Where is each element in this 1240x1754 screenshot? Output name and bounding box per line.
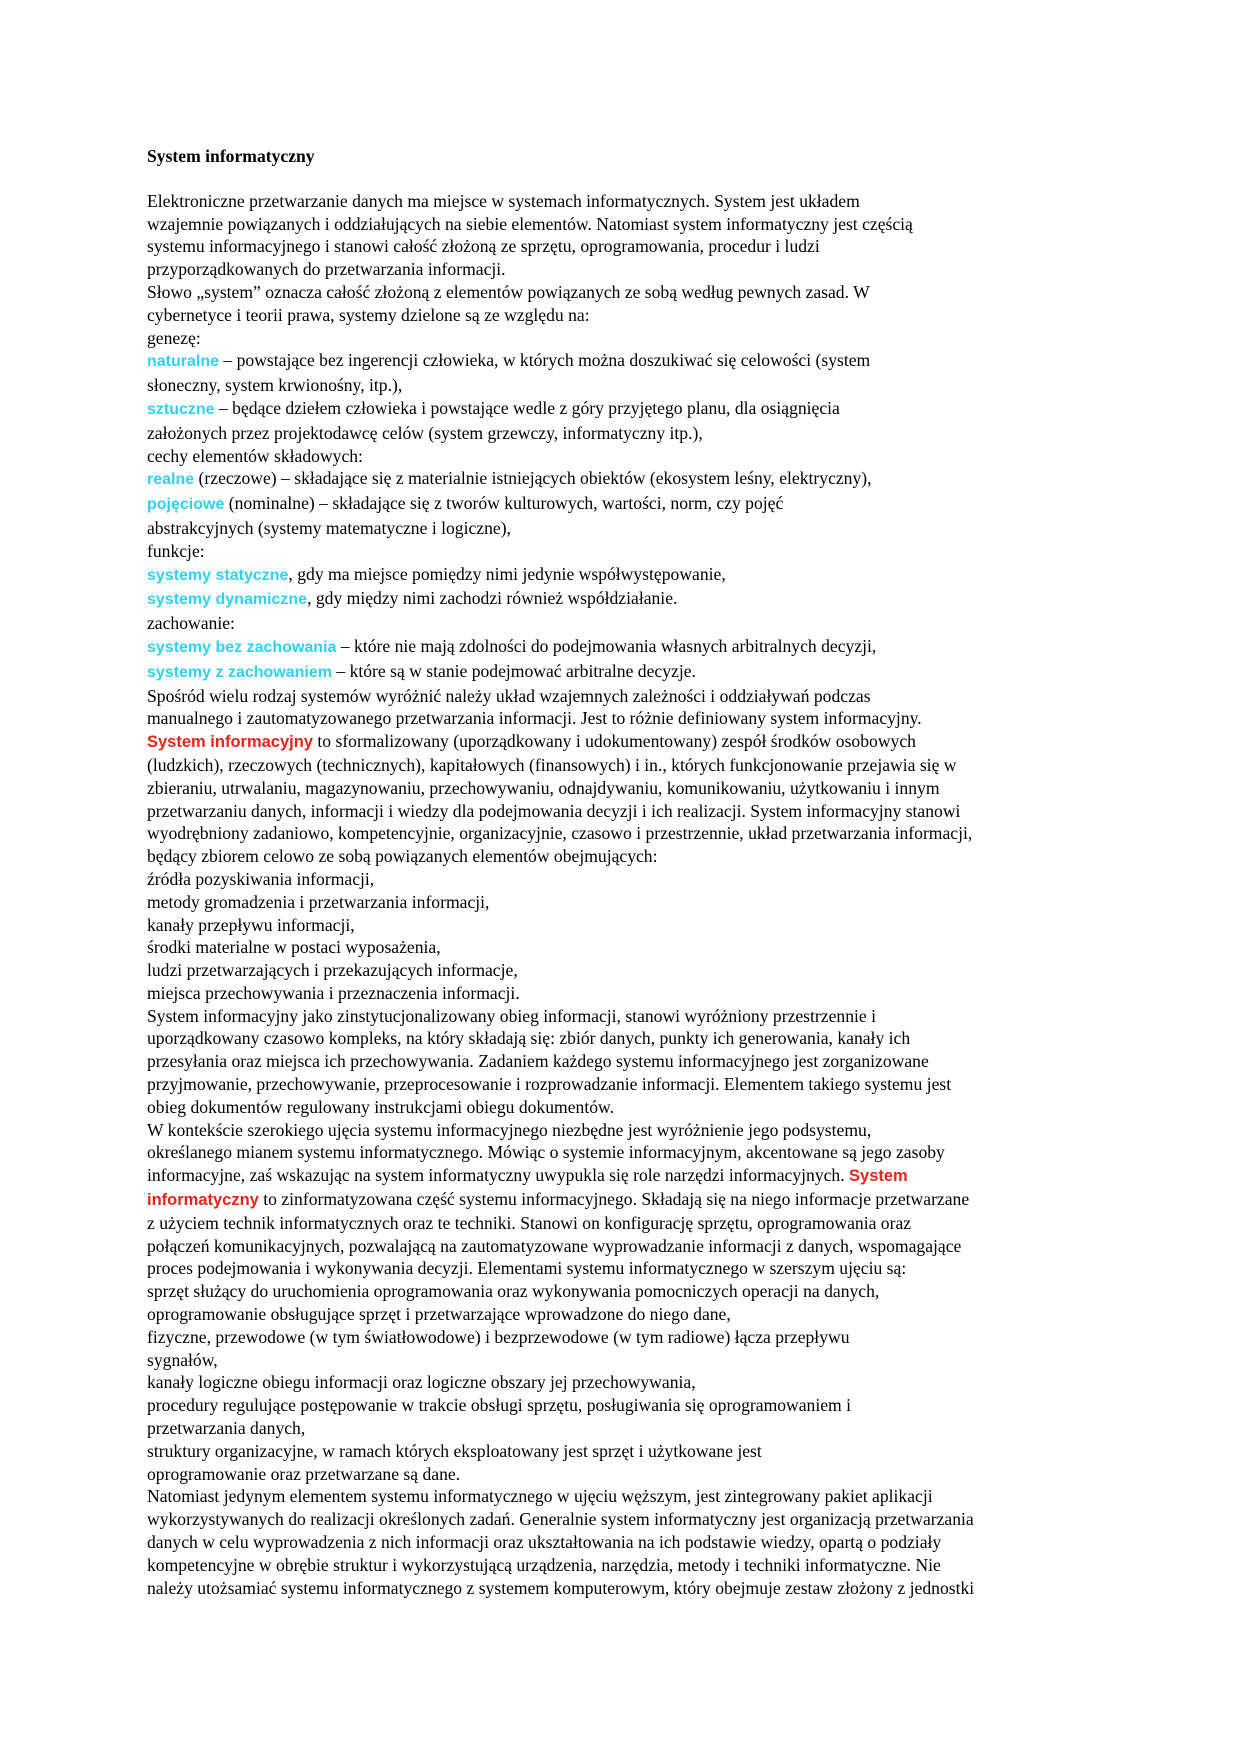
text-run: określanego mianem systemu informatycznego. Mówiąc o systemie informacyjnym, akcentowane są jego zasoby	[147, 1142, 945, 1163]
text-line	[147, 587, 1087, 612]
text-run: obieg dokumentów regulowany instrukcjami obiegu dokumentów.	[147, 1096, 614, 1117]
text-line	[147, 467, 1087, 492]
text-run: należy utożsamiać systemu informatycznego z systemem komputerowym, który obejmuje zestaw złożony z jednostki	[147, 1577, 975, 1598]
text-run: struktury organizacyjne, w ramach których eksploatowany jest sprzęt i użytkowane jest	[147, 1440, 762, 1461]
text-run: sygnałów,	[147, 1349, 218, 1370]
highlighted-term-cyan: sztuczne	[147, 400, 215, 418]
text-run: ludzi przetwarzających i przekazujących informacje,	[147, 960, 518, 981]
text-line	[147, 445, 1087, 468]
text-run: Natomiast jedynym elementem systemu informatycznego w ujęciu węższym, jest zintegrowany pakiet aplikacji	[147, 1486, 933, 1507]
text-line	[147, 281, 1087, 304]
text-line	[147, 1027, 1087, 1050]
text-line	[147, 1326, 1087, 1349]
text-run: zbieraniu, utrwalaniu, magazynowaniu, przechowywaniu, odnajdywaniu, komunikowaniu, użytkowaniu i innym	[147, 777, 940, 798]
text-run: manualnego i zautomatyzowanego przetwarzania informacji. Jest to różnie definiowany system informacyjny.	[147, 708, 922, 729]
text-line	[147, 822, 1087, 845]
text-run: przyporządkowanych do przetwarzania informacji.	[147, 259, 506, 280]
text-run: kanały przepływu informacji,	[147, 914, 355, 935]
text-run: przesyłania oraz miejsca ich przechowywania. Zadaniem każdego systemu informacyjnego jest zorganizowane	[147, 1051, 929, 1072]
text-run: oprogramowanie obsługujące sprzęt i przetwarzające wprowadzone do niego dane,	[147, 1304, 731, 1325]
text-line	[147, 1280, 1087, 1303]
text-run: Elektroniczne przetwarzanie danych ma miejsce w systemach informatycznych. System jest układem	[147, 190, 860, 211]
text-run: wyodrębniony zadaniowo, kompetencyjnie, organizacyjnie, czasowo i przestrzennie, układ przetwarzania informacji,	[147, 823, 973, 844]
document-title: System informatyczny	[147, 146, 315, 166]
text-line	[147, 1188, 1087, 1212]
text-line	[147, 1005, 1087, 1028]
text-line	[147, 730, 1087, 754]
text-line	[147, 1164, 1087, 1188]
text-line	[147, 1463, 1087, 1486]
text-run: założonych przez projektodawcę celów (system grzewczy, informatyczny itp.),	[147, 422, 703, 443]
text-line	[147, 1235, 1087, 1258]
text-run: oprogramowanie oraz przetwarzane są dane.	[147, 1463, 461, 1484]
text-line	[147, 563, 1087, 588]
text-run: kanały logiczne obiegu informacji oraz logiczne obszary jej przechowywania,	[147, 1372, 696, 1393]
text-line	[147, 258, 1087, 281]
text-run: System informacyjny jako zinstytucjonalizowany obieg informacji, stanowi wyróżniony przestrzennie i	[147, 1005, 876, 1026]
text-line	[147, 982, 1087, 1005]
text-run: cechy elementów składowych:	[147, 445, 363, 466]
text-line	[147, 612, 1087, 635]
text-run: słoneczny, system krwionośny, itp.),	[147, 375, 403, 396]
text-line	[147, 635, 1087, 660]
text-run: Spośród wielu rodzaj systemów wyróżnić należy układ wzajemnych zależności i oddziaływań podczas	[147, 685, 871, 706]
text-line	[147, 1554, 1087, 1577]
document-page	[147, 145, 1087, 1599]
text-line	[147, 868, 1087, 891]
text-line	[147, 777, 1087, 800]
highlighted-term-cyan: pojęciowe	[147, 496, 225, 514]
text-run: środki materialne w postaci wyposażenia,	[147, 937, 441, 958]
text-line	[147, 685, 1087, 708]
text-line	[147, 1440, 1087, 1463]
text-run: to sformalizowany (uporządkowany i udokumentowany) zespół środków osobowych	[312, 731, 916, 752]
text-line	[147, 1257, 1087, 1280]
text-line	[147, 1508, 1087, 1531]
text-line	[147, 397, 1087, 422]
highlighted-term-cyan: systemy bez zachowania	[147, 638, 337, 656]
text-run: wzajemnie powiązanych i oddziałujących na siebie elementów. Natomiast system informatyczny jest częścią	[147, 213, 913, 234]
text-run: informacyjne, zaś wskazując na system informatyczny uwypukla się role narzędzi informacyjnych.	[147, 1165, 850, 1186]
text-line	[147, 304, 1087, 327]
highlighted-term-cyan: realne	[147, 471, 195, 489]
text-run: przyjmowanie, przechowywanie, przeprocesowanie i rozprowadzanie informacji. Elementem takiego systemu jest	[147, 1074, 952, 1095]
text-run: to zinformatyzowana część systemu informacyjnego. Składają się na niego informacje przetwarzane	[258, 1189, 970, 1210]
text-line	[147, 707, 1087, 730]
text-line	[147, 1349, 1087, 1372]
text-line	[147, 1096, 1087, 1119]
text-run: przetwarzania danych,	[147, 1418, 306, 1439]
text-run: (nominalne) – składające się z tworów kulturowych, wartości, norm, czy pojęć	[224, 493, 784, 514]
text-run: zachowanie:	[147, 613, 235, 634]
text-line	[147, 1371, 1087, 1394]
text-line	[147, 1141, 1087, 1164]
text-run: , gdy ma miejsce pomiędzy nimi jedynie współwystępowanie,	[288, 563, 726, 584]
text-line	[147, 235, 1087, 258]
text-line	[147, 800, 1087, 823]
text-run: sprzęt służący do uruchomienia oprogramowania oraz wykonywania pomocniczych operacji na danych,	[147, 1281, 880, 1302]
text-run: – które nie mają zdolności do podejmowania własnych arbitralnych decyzji,	[336, 635, 877, 656]
text-line	[147, 1050, 1087, 1073]
text-line	[147, 540, 1087, 563]
text-run: – będące dziełem człowieka i powstające wedle z góry przyjętego planu, dla osiągnięcia	[214, 397, 840, 418]
text-line	[147, 891, 1087, 914]
text-run: kompetencyjne w obrębie struktur i wykorzystującą urządzenia, narzędzia, metody i techniki informatyczne. Nie	[147, 1554, 941, 1575]
text-line	[147, 1212, 1087, 1235]
text-run: przetwarzaniu danych, informacji i wiedzy dla podejmowania decyzji i ich realizacji. System informacyjny stanowi	[147, 800, 961, 821]
highlighted-term-cyan: systemy z zachowaniem	[147, 663, 332, 681]
text-line	[147, 845, 1087, 868]
text-run: uporządkowany czasowo kompleks, na który składają się: zbiór danych, punkty ich generowania, kanały ich	[147, 1028, 911, 1049]
text-run: źródła pozyskiwania informacji,	[147, 868, 375, 889]
text-run: będący zbiorem celowo ze sobą powiązanych elementów obejmujących:	[147, 846, 658, 867]
text-run: metody gromadzenia i przetwarzania informacji,	[147, 891, 490, 912]
text-line	[147, 422, 1087, 445]
text-run: systemu informacyjnego i stanowi całość złożoną ze sprzętu, oprogramowania, procedur i ludzi	[147, 236, 820, 257]
text-line	[147, 936, 1087, 959]
text-line	[147, 349, 1087, 374]
text-run: miejsca przechowywania i przeznaczenia informacji.	[147, 982, 520, 1003]
text-run: – które są w stanie podejmować arbitralne decyzje.	[331, 660, 696, 681]
text-run: danych w celu wyprowadzenia z nich informacji oraz ukształtowania na ich podstawie wiedzy, opartą o podziały	[147, 1532, 942, 1553]
text-line	[147, 1119, 1087, 1142]
highlighted-term-red: informatyczny	[147, 1191, 259, 1210]
text-run: (rzeczowe) – składające się z materialnie istniejących obiektów (ekosystem leśny, elektryczny),	[194, 468, 872, 489]
text-run: cybernetyce i teorii prawa, systemy dzielone są ze względu na:	[147, 304, 590, 325]
text-line	[147, 517, 1087, 540]
highlighted-term-cyan: systemy statyczne	[147, 566, 289, 584]
text-line	[147, 1531, 1087, 1554]
text-run: Słowo „system” oznacza całość złożoną z elementów powiązanych ze sobą według pewnych zasad. W	[147, 281, 870, 302]
text-line	[147, 327, 1087, 350]
text-line	[147, 1394, 1087, 1417]
text-run: proces podejmowania i wykonywania decyzji. Elementami systemu informatycznego w szerszym ujęciu są:	[147, 1258, 907, 1279]
text-run: procedury regulujące postępowanie w trakcie obsługi sprzętu, posługiwania się oprogramowaniem i	[147, 1395, 852, 1416]
text-run: wykorzystywanych do realizacji określonych zadań. Generalnie system informatyczny jest organizacją przetwarzania	[147, 1509, 974, 1530]
text-run: – powstające bez ingerencji człowieka, w których można doszukiwać się celowości (system	[219, 350, 871, 371]
highlighted-term-cyan: naturalne	[147, 353, 220, 371]
text-run: fizyczne, przewodowe (w tym światłowodowe) i bezprzewodowe (w tym radiowe) łącza przepływu	[147, 1326, 850, 1347]
text-run: funkcje:	[147, 540, 205, 561]
text-line	[147, 914, 1087, 937]
text-line	[147, 213, 1087, 236]
text-line	[147, 374, 1087, 397]
text-line	[147, 1577, 1087, 1600]
text-run: abstrakcyjnych (systemy matematyczne i logiczne),	[147, 517, 511, 538]
text-line	[147, 754, 1087, 777]
text-run: (ludzkich), rzeczowych (technicznych), kapitałowych (finansowych) i in., których funkcjonowanie przejawia się w	[147, 754, 957, 775]
highlighted-term-red: System	[849, 1167, 908, 1186]
text-run: genezę:	[147, 327, 201, 348]
text-line	[147, 959, 1087, 982]
text-line	[147, 492, 1087, 517]
text-line	[147, 1485, 1087, 1508]
text-line	[147, 660, 1087, 685]
highlighted-term-cyan: systemy dynamiczne	[147, 591, 308, 609]
text-line	[147, 1303, 1087, 1326]
text-run: z użyciem technik informatycznych oraz te techniki. Stanowi on konfigurację sprzętu, oprogramowania oraz	[147, 1212, 912, 1233]
document-body	[147, 190, 1087, 1600]
text-run: , gdy między nimi zachodzi również współdziałanie.	[307, 588, 678, 609]
text-run: W kontekście szerokiego ujęcia systemu informacyjnego niezbędne jest wyróżnienie jego podsystemu,	[147, 1119, 872, 1140]
text-run: połączeń komunikacyjnych, pozwalającą na zautomatyzowane wyprowadzanie informacji z danych, wspomagające	[147, 1235, 962, 1256]
text-line	[147, 1417, 1087, 1440]
text-line	[147, 190, 1087, 213]
highlighted-term-red: System informacyjny	[147, 733, 313, 752]
text-line	[147, 1073, 1087, 1096]
